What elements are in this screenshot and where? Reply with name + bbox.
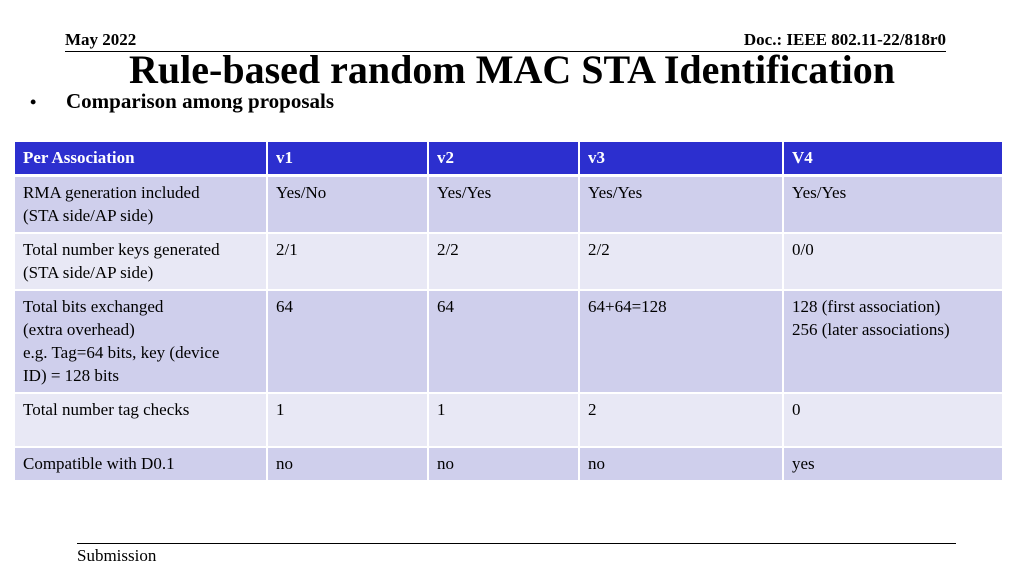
cell-text: 256 (later associations) — [792, 320, 950, 339]
table-cell — [783, 290, 1002, 393]
cell-text: 1 — [276, 400, 285, 419]
cell-text: no — [437, 454, 454, 473]
table-cell — [783, 233, 1002, 290]
table-cell — [579, 393, 783, 447]
cell-text: 2/2 — [437, 240, 459, 259]
comparison-table — [15, 142, 1002, 482]
table-cell — [428, 176, 579, 234]
cell-text: 128 (first association) — [792, 297, 941, 316]
table-cell — [579, 233, 783, 290]
cell-text: Total number tag checks — [23, 400, 190, 419]
table-cell — [267, 447, 428, 481]
table-row — [15, 393, 1002, 447]
footer-divider — [77, 543, 956, 544]
header-date: May 2022 — [65, 30, 137, 49]
cell-text: 1 — [437, 400, 446, 419]
table-cell — [267, 393, 428, 447]
column-header: Per Association — [15, 142, 267, 176]
table-cell — [579, 447, 783, 481]
bullet-text: Comparison among proposals — [66, 89, 334, 113]
table-cell — [15, 290, 267, 393]
column-header: v2 — [428, 142, 579, 176]
cell-text: e.g. Tag=64 bits, key (device — [23, 343, 220, 362]
cell-text: ID) = 128 bits — [23, 366, 119, 385]
cell-text: yes — [792, 454, 815, 473]
cell-text: Total number keys generated — [23, 240, 220, 259]
column-header: v1 — [267, 142, 428, 176]
table-cell — [428, 393, 579, 447]
bullet-item — [30, 88, 334, 115]
cell-text: 2/1 — [276, 240, 298, 259]
table-cell — [15, 393, 267, 447]
cell-text: (extra overhead) — [23, 320, 135, 339]
cell-text: 64 — [437, 297, 454, 316]
cell-text: 64+64=128 — [588, 297, 667, 316]
table-cell — [783, 176, 1002, 234]
cell-text: Yes/Yes — [437, 183, 492, 202]
table-cell — [267, 233, 428, 290]
cell-text: Compatible with D0.1 — [23, 454, 175, 473]
table-row — [15, 290, 1002, 393]
column-header: V4 — [783, 142, 1002, 176]
bullet-dot-icon: • — [30, 92, 37, 112]
table-cell — [267, 290, 428, 393]
cell-text: 0 — [792, 400, 801, 419]
table-body — [15, 176, 1002, 482]
header-doc-id: Doc.: IEEE 802.11-22/818r0 — [743, 30, 946, 49]
table-row — [15, 233, 1002, 290]
table-cell — [428, 447, 579, 481]
cell-text: 64 — [276, 297, 293, 316]
cell-text: 2 — [588, 400, 597, 419]
table-row — [15, 447, 1002, 481]
column-header: v3 — [579, 142, 783, 176]
table-cell — [579, 176, 783, 234]
cell-text: no — [276, 454, 293, 473]
cell-text: 2/2 — [588, 240, 610, 259]
table-cell — [15, 447, 267, 481]
table-row — [15, 176, 1002, 234]
cell-text: no — [588, 454, 605, 473]
cell-text: Yes/Yes — [792, 183, 847, 202]
table-cell — [428, 233, 579, 290]
table-cell — [783, 393, 1002, 447]
table-cell — [15, 233, 267, 290]
cell-text: Yes/No — [276, 183, 327, 202]
cell-text: Yes/Yes — [588, 183, 643, 202]
table-cell — [783, 447, 1002, 481]
table-cell — [428, 290, 579, 393]
slide-title: Rule-based random MAC STA Identification — [129, 47, 895, 92]
table-cell — [15, 176, 267, 234]
cell-text: Total bits exchanged — [23, 297, 164, 316]
cell-text: RMA generation included — [23, 183, 200, 202]
cell-text: 0/0 — [792, 240, 814, 259]
table-cell — [267, 176, 428, 234]
cell-text: (STA side/AP side) — [23, 206, 154, 225]
footer-submission: Submission — [77, 546, 157, 565]
cell-text: (STA side/AP side) — [23, 263, 154, 282]
table-cell — [579, 290, 783, 393]
table-header-row — [15, 142, 1002, 176]
